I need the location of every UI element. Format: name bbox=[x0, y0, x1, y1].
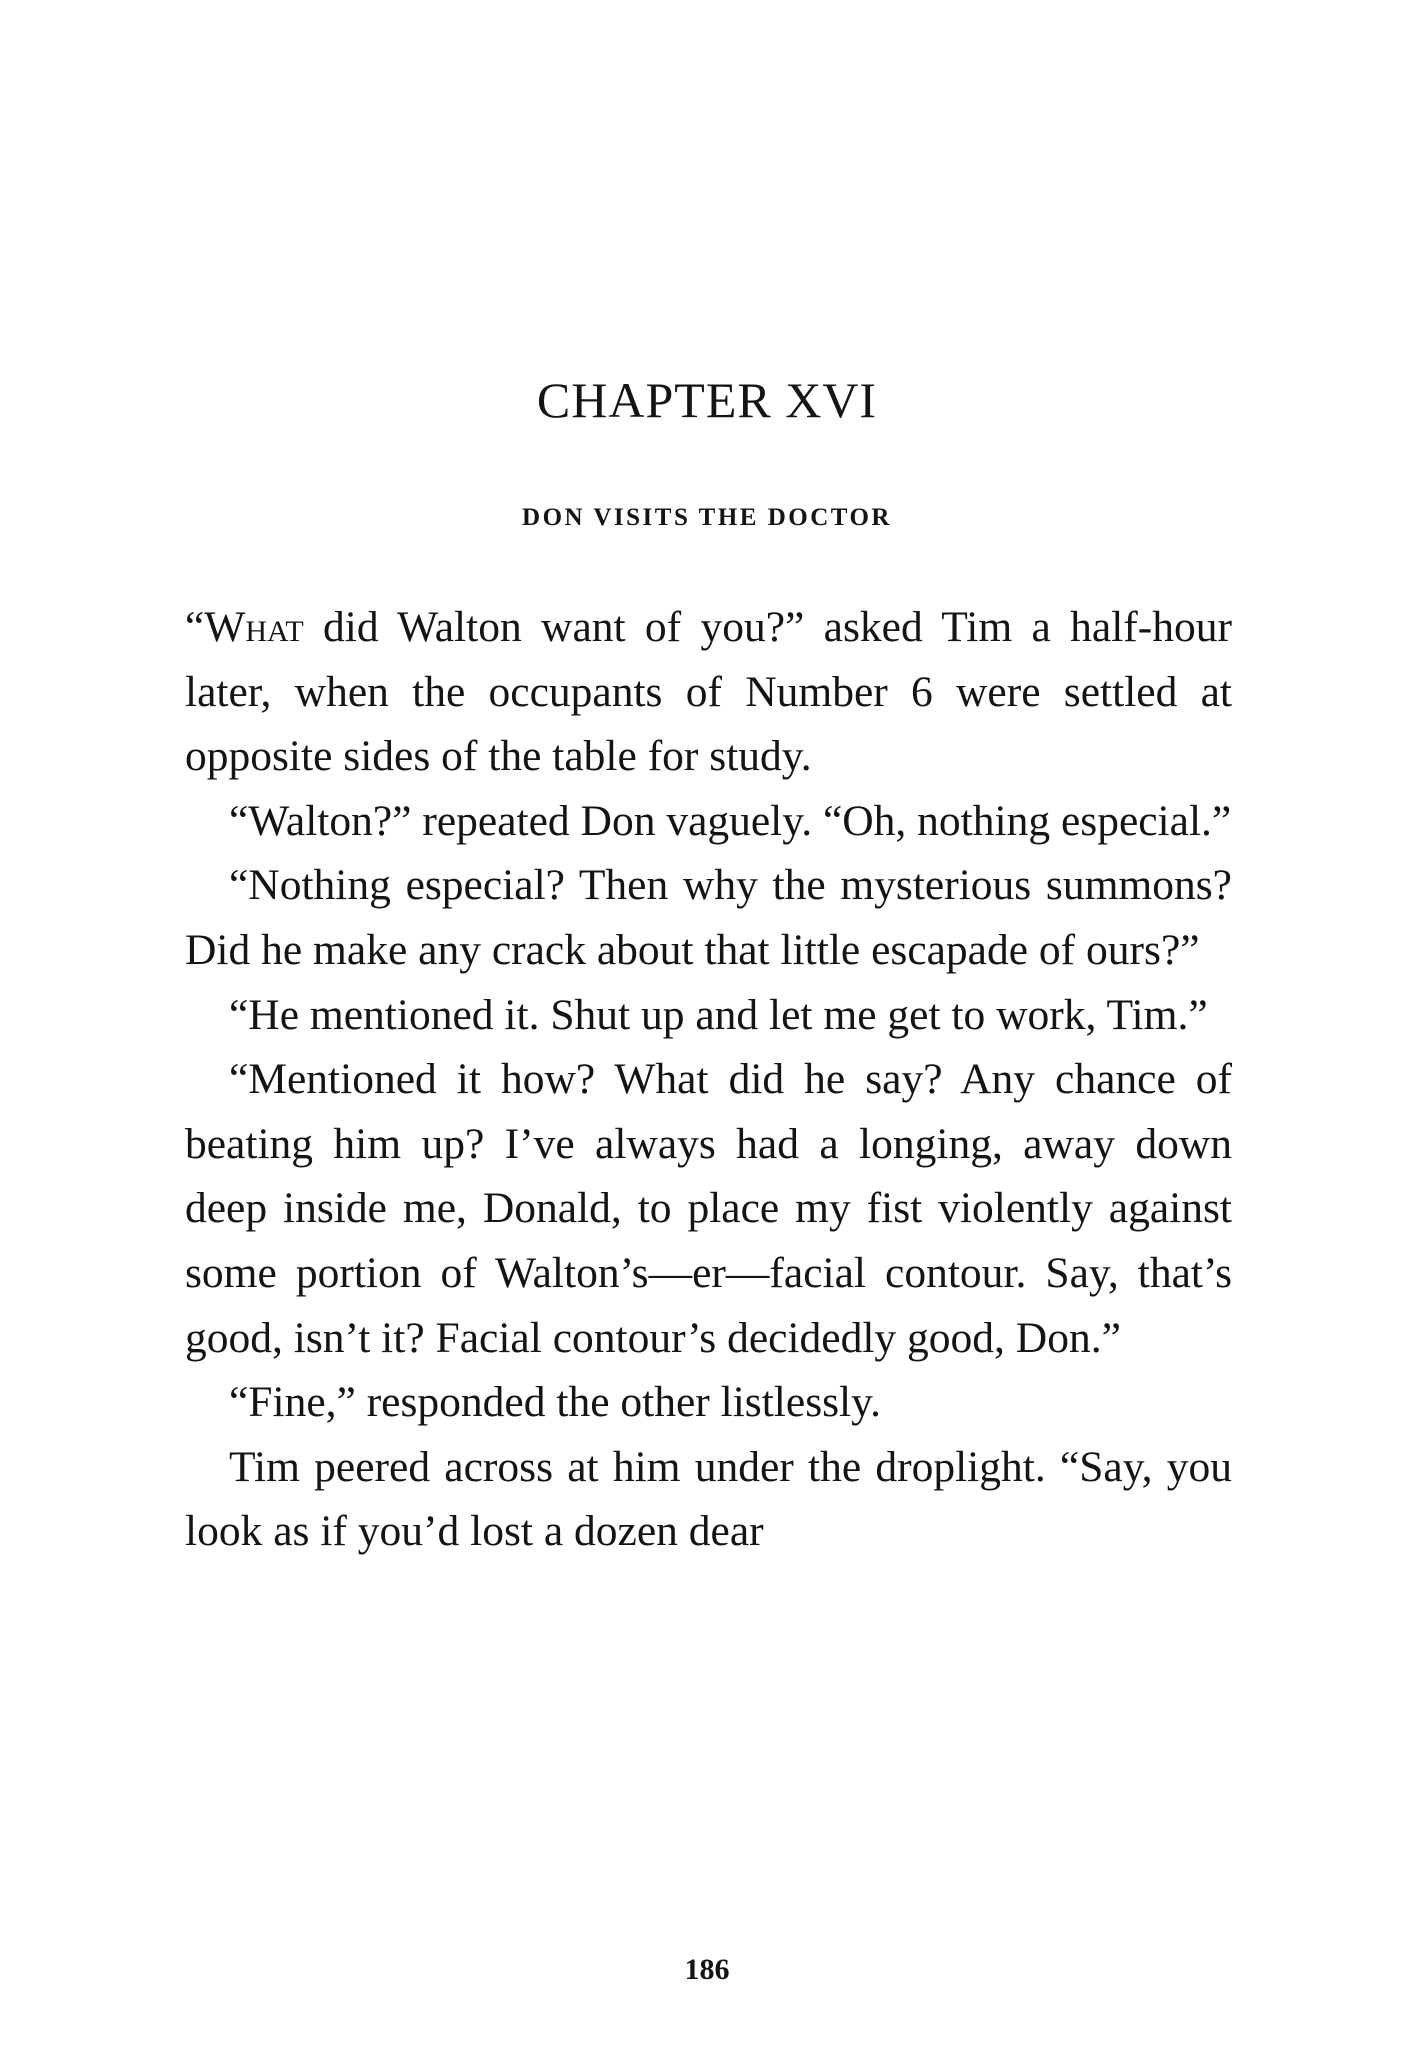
page-number: 186 bbox=[684, 1953, 730, 1986]
paragraph-5: “Mentioned it how? What did he say? Any chance of beating him up? I’ve always had a longing, away down deep inside me, Donald, to place my fist violently against some portion of Walton’s—er—facial contour. Say, that’s good, isn’t it? Facial contour’s decidedly good, Don.” bbox=[185, 1055, 1232, 1362]
chapter-subtitle: DON VISITS THE DOCTOR bbox=[522, 504, 892, 531]
paragraph-2: “Walton?” repeated Don vaguely. “Oh, nothing especial.” bbox=[229, 796, 1232, 845]
paragraph-7: Tim peered across at him under the droplight. “Say, you look as if you’d lost a dozen dear bbox=[185, 1442, 1232, 1556]
chapter-heading: CHAPTER XVI bbox=[536, 372, 878, 428]
paragraph-1-text: did Walton want of you?” asked Tim a half-hour later, when the occupants of Number 6 were settled at opposite sides of the table for study. bbox=[185, 603, 1232, 781]
paragraph-lead-smallcaps: “What bbox=[185, 603, 304, 651]
paragraph-3: “Nothing especial? Then why the mysterious summons? Did he make any crack about that little escapade of ours?” bbox=[185, 861, 1232, 974]
paragraph-1 bbox=[185, 595, 1232, 789]
paragraph-6: “Fine,” responded the other listlessly. bbox=[229, 1378, 881, 1427]
body-text bbox=[185, 595, 1232, 1564]
paragraph-4: “He mentioned it. Shut up and let me get to work, Tim.” bbox=[229, 990, 1208, 1039]
